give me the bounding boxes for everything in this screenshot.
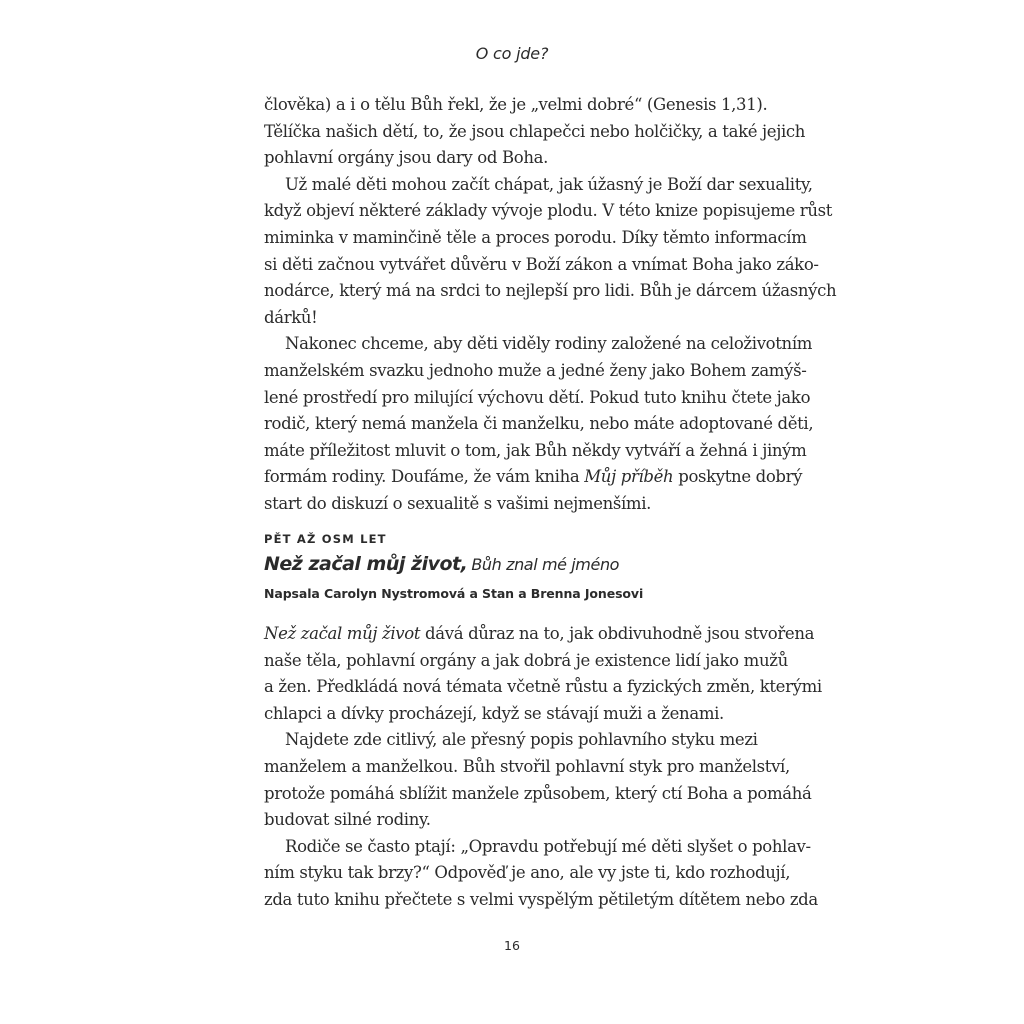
text-run: rodič, který nemá manžela či manželku, nebo máte adoptované děti, (264, 414, 814, 434)
text-line (264, 358, 807, 385)
book-authors: Napsala Carolyn Nystromová a Stan a Brenna Jonesovi (264, 586, 644, 601)
text-run: protože pomáhá sblížit manžele způsobem, který ctí Boha a pomáhá (264, 783, 812, 803)
text-line (264, 648, 788, 675)
text-run: manželem a manželkou. Bůh stvořil pohlavní styk pro manželství, (264, 756, 790, 776)
text-run: dává důraz na to, jak obdivuhodně jsou stvořena (420, 624, 815, 643)
text-line (264, 331, 813, 358)
text-line (264, 305, 755, 332)
text-run: nodárce, který má na srdci to nejlepší pro lidi. Bůh je dárcem úžasných (264, 281, 837, 301)
text-line (264, 411, 814, 438)
text-run: Tělíčka našich dětí, to, že jsou chlapečci nebo holčičky, a také jejich (264, 121, 806, 141)
text-run: manželském svazku jednoho muže a jedné ženy jako Bohem zamýš- (264, 360, 807, 380)
text-run: člověka) a i o tělu Bůh řekl, že je „velmi dobré“ (Genesis 1,31). (264, 95, 768, 114)
italic-book-title: Můj příběh (584, 467, 674, 487)
text-run: Najdete zde citlivý, ale přesný popis pohlavního styku mezi (285, 730, 758, 750)
text-run: máte příležitost mluvit o tom, jak Bůh někdy vytváří a žehná i jiným (264, 440, 807, 460)
text-run: naše těla, pohlavní orgány a jak dobrá je existence lidí jako mužů (264, 650, 788, 670)
text-run: Už malé děti mohou začít chápat, jak úžasný je Boží dar sexuality, (285, 174, 813, 194)
text-line (264, 781, 812, 808)
text-line (264, 834, 811, 861)
text-run: zda tuto knihu přečtete s velmi vyspělým pětiletým dítětem nebo zda (264, 889, 818, 909)
book-subtitle: Bůh znal mé jméno (471, 555, 620, 574)
text-line (264, 438, 807, 465)
text-line (264, 727, 758, 754)
text-line (264, 278, 837, 305)
text-line (264, 807, 755, 834)
text-run: ním styku tak brzy?“ Odpověď je ano, ale vy jste ti, kdo rozhodují, (264, 863, 791, 883)
text-line (264, 491, 755, 518)
text-run: formám rodiny. Doufáme, že vám kniha (264, 467, 585, 487)
body-text-block-2 (264, 621, 822, 914)
text-line (264, 145, 755, 172)
text-run: si děti začnou vytvářet důvěru v Boží zákon a vnímat Boha jako záko- (264, 254, 819, 274)
body-text-block-1 (264, 92, 837, 518)
text-line (264, 887, 818, 914)
italic-book-title: Než začal můj život (264, 624, 421, 643)
text-run: Nakonec chceme, aby děti viděly rodiny založené na celoživotním (285, 334, 813, 354)
text-run: lené prostředí pro milující výchovu dětí. Pokud tuto knihu čtete jako (264, 387, 811, 407)
book-title: Než začal můj život, (264, 553, 468, 575)
text-line (264, 252, 819, 279)
text-run: poskytne dobrý (673, 467, 803, 487)
section-label: PĚT AŽ OSM LET (264, 532, 387, 546)
text-line (264, 172, 813, 199)
running-head: O co jde? (475, 44, 549, 63)
text-run: Rodiče se často ptají: „Opravdu potřebují mé děti slyšet o pohlav- (285, 836, 811, 856)
text-run: chlapci a dívky procházejí, když se stávají muži a ženami. (264, 703, 724, 723)
text-run: start do diskuzí o sexualitě s vašimi nejmenšími. (264, 493, 652, 513)
text-line (264, 754, 790, 781)
text-line (264, 385, 811, 412)
text-line (264, 198, 833, 225)
text-line (264, 119, 806, 146)
text-run: když objeví některé základy vývoje plodu. V této knize popisujeme růst (264, 201, 833, 221)
text-line (264, 674, 822, 701)
text-run: a žen. Předkládá nová témata včetně růstu a fyzických změn, kterými (264, 677, 822, 697)
text-line (264, 225, 807, 252)
text-run: miminka v maminčině těle a proces porodu. Díky těmto informacím (264, 227, 807, 247)
text-run: budovat silné rodiny. (264, 810, 431, 830)
text-line (264, 92, 768, 119)
text-line (264, 860, 791, 887)
text-line (264, 464, 803, 491)
page-number: 16 (504, 938, 520, 953)
text-run: pohlavní orgány jsou dary od Boha. (264, 148, 548, 168)
text-line (264, 621, 815, 648)
text-line (264, 701, 755, 728)
book-heading (264, 553, 619, 575)
text-run: dárků! (264, 307, 318, 327)
